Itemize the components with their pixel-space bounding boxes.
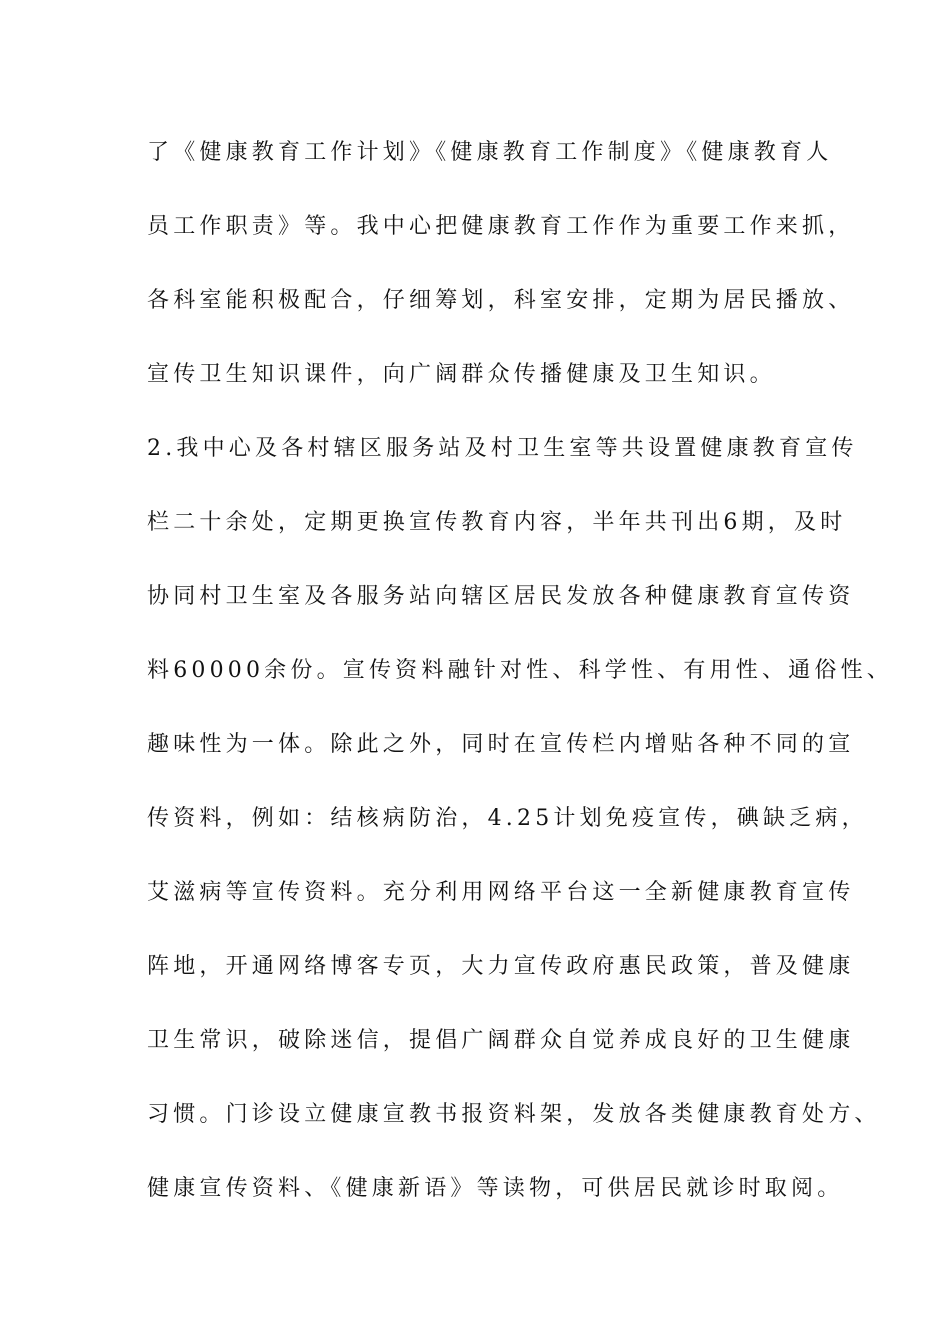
text-line-14: 习惯。门诊设立健康宣教书报资料架，发放各类健康教育处方、: [147, 1102, 881, 1127]
text-line-13: 卫生常识，破除迷信，提倡广阔群众自觉养成良好的卫生健康: [147, 1028, 855, 1053]
text-line-15: 健康宣传资料、《健康新语》等读物，可供居民就诊时取阅。: [147, 1176, 844, 1201]
text-line-5: 2.我中心及各村辖区服务站及村卫生室等共设置健康教育宣传: [147, 436, 858, 461]
text-line-2: 员工作职责》等。我中心把健康教育工作作为重要工作来抓，: [147, 214, 855, 239]
text-line-6: 栏二十余处，定期更换宣传教育内容，半年共刊出6期，及时: [147, 510, 847, 535]
text-line-10: 传资料，例如：结核病防治，4.25计划免疫宣传，碘缺乏病，: [147, 806, 868, 831]
body-text: [147, 130, 893, 1240]
text-line-7: 协同村卫生室及各服务站向辖区居民发放各种健康教育宣传资: [147, 584, 855, 609]
text-line-1: 了《健康教育工作计划》《健康教育工作制度》《健康教育人: [147, 140, 833, 165]
text-line-12: 阵地，开通网络博客专页，大力宣传政府惠民政策，普及健康: [147, 954, 855, 979]
text-line-9: 趣味性为一体。除此之外，同时在宣传栏内增贴各种不同的宣: [147, 732, 855, 757]
text-line-3: 各科室能积极配合，仔细筹划，科室安排，定期为居民播放、: [147, 288, 855, 313]
text-line-11: 艾滋病等宣传资料。充分利用网络平台这一全新健康教育宣传: [147, 880, 855, 905]
text-line-8: 料60000余份。宣传资料融针对性、科学性、有用性、通俗性、: [147, 658, 893, 683]
text-line-4: 宣传卫生知识课件，向广阔群众传播健康及卫生知识。: [147, 362, 776, 387]
